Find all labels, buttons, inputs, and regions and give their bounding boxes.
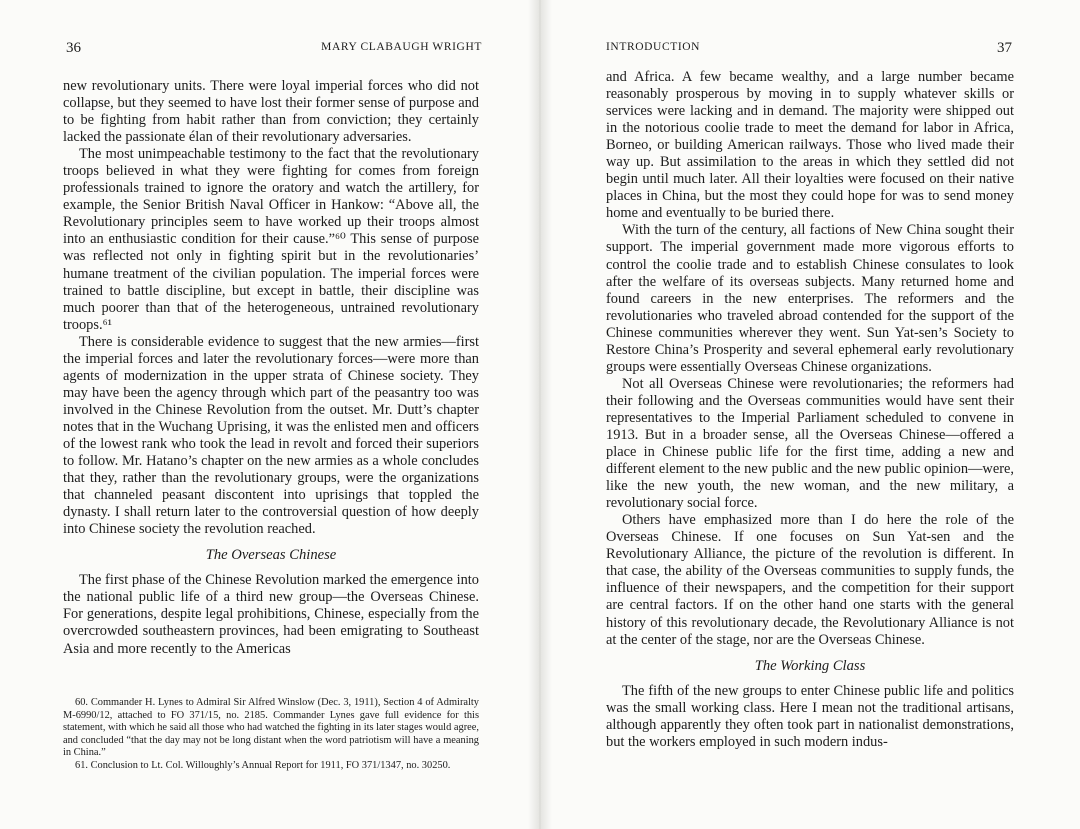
paragraph: The most unimpeachable testimony to the fact that the revolutionary troops believed in what they were fighting for comes from foreign professionals trained to ignore the oratory and watch the artillery, for example, the Senior British Naval Officer in Hankow: “Above all, the Revolutionary principles seem to have worked up their troops almost into an enthusiastic condition for their cause.”⁶⁰ This sense of purpose was reflected not only in fighting spirit but in the revolutionaries’ humane treatment of the civilian population. The imperial forces were trained to battle discipline, but except in battle, their discipline was much poorer than that of the heterogeneous, untrained revolutionary troops.⁶¹ (63, 146, 479, 333)
footnote: 61. Conclusion to Lt. Col. Willoughly’s Annual Report for 1911, FO 371/1347, no. 30250. (75, 759, 451, 771)
page-number: 36 (66, 40, 81, 56)
footnote: 60. Commander H. Lynes to Admiral Sir Alfred Winslow (Dec. 3, 1911), Section 4 of Admiralty M-6990/12, attached to FO 371/15, no. 2185. Commander Lynes gave full evidence for this statement, with which he said all those who had watched the fighting in its later stages would agree, and concluded “that the day may not be long distant when the word patriotism will have a meaning in China.” (63, 697, 479, 759)
running-head: INTRODUCTION (606, 41, 701, 53)
footnotes (63, 697, 479, 773)
running-head: MARY CLABAUGH WRIGHT (321, 41, 482, 53)
paragraph: There is considerable evidence to suggest that the new armies—first the imperial forces and later the revolutionary forces—were more than agents of modernization in the upper strata of Chinese society. They may have been the agency through which part of the peasantry too was involved in the Chinese Revolution from the outset. Mr. Dutt’s chapter notes that in the Wuchang Uprising, it was the enlisted men and officers of the lowest rank who took the lead in revolt and forced their superiors to follow. Mr. Hatano’s chapter on the new armies as a whole concludes that they, rather than the revolutionary groups, were the organizations that channeled peasant discontent into uprisings that toppled the dynasty. I shall return later to the controversial question of how deeply into Chinese society the revolution reached. (63, 333, 479, 538)
section-heading: The Overseas Chinese (205, 547, 337, 564)
right-page (540, 0, 1080, 829)
body-text (606, 69, 1014, 751)
paragraph: new revolutionary units. There were loyal imperial forces who did not collapse, but they seemed to have lost their former sense of purpose and to be fighting from habit rather than from conviction; they certainly lacked the passionate élan of their revolutionary adversaries. (63, 78, 479, 146)
paragraph: Others have emphasized more than I do here the role of the Overseas Chinese. If one focuses on Sun Yat-sen and the Revolutionary Alliance, the picture of the revolution is different. In that case, the ability of the Overseas communities to supply funds, the influence of their newspapers, and the competition for their support are central factors. If on the other hand one starts with the general history of this revolutionary decade, the Revolutionary Alliance is not at the center of the stage, nor are the Overseas Chinese. (606, 512, 1014, 648)
body-text (63, 78, 479, 658)
paragraph: The fifth of the new groups to enter Chinese public life and politics was the small working class. Here I mean not the traditional artisans, although apparently they often took part in nationalist demonstrations, but the workers employed in such modern indus- (606, 682, 1014, 750)
book-gutter (528, 0, 552, 829)
page-number: 37 (997, 40, 1012, 56)
paragraph: and Africa. A few became wealthy, and a large number became reasonably prosperous by moving in to supply whatever skills or services were lacking and in demand. The majority were shipped out in the notorious coolie trade to meet the demand for labor in Africa, Borneo, or building American railways. Those who lived made their way up. But assimilation to the areas in which they settled did not begin until much later. All their loyalties were focused on their native places in China, but the most they could hope for was to send money home and eventually to be buried there. (606, 69, 1014, 222)
paragraph: Not all Overseas Chinese were revolutionaries; the reformers had their following and the Overseas communities would have sent their representatives to the Imperial Parliament scheduled to convene in 1913. But in a broader sense, all the Overseas Chinese—offered a place in Chinese public life for the first time, adding a new and different element to the new public and the new public opinion—were, like the new youth, the new woman, and the new military, a revolutionary social force. (606, 375, 1014, 512)
paragraph: The first phase of the Chinese Revolution marked the emergence into the national public life of a third new group—the Overseas Chinese. For generations, despite legal prohibitions, Chinese, especially from the overcrowded southeastern provinces, had been emigrating to Southeast Asia and more recently to the Americas (63, 572, 479, 657)
section-heading: The Working Class (754, 657, 866, 674)
paragraph: With the turn of the century, all factions of New China sought their support. The imperial government made more vigorous efforts to control the coolie trade and to establish Chinese consulates to look after the welfare of its overseas subjects. Many returned home and found careers in the new enterprises. The reformers and the revolutionaries who traveled abroad contended for the support of the Chinese communities wherever they went. Sun Yat-sen’s Society to Restore China’s Prosperity and several ephemeral early revolutionary groups were essentially Overseas Chinese organizations. (606, 222, 1014, 375)
